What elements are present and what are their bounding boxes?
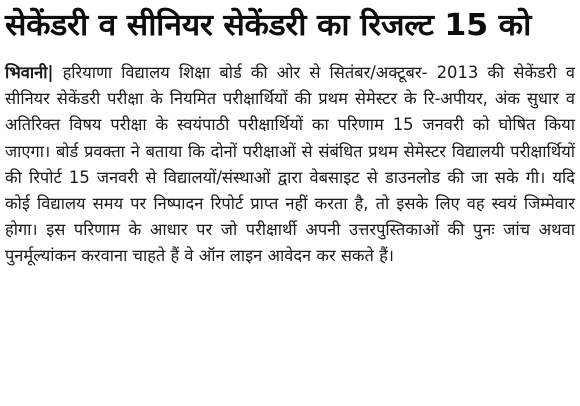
dateline: भिवानी|	[5, 63, 54, 82]
article-body	[5, 60, 575, 270]
headline: सेकेंडरी व सीनियर सेकेंडरी का रिजल्ट 15 को	[5, 8, 531, 43]
article-body-text: हरियाणा विद्यालय शिक्षा बोर्ड की ओर से सितंबर/अक्टूबर- 2013 की सेकेंडरी व सीनियर सेकेंडरी परीक्षा के नियमित परीक्षार्थियों की प्रथम सेमेस्टर के रि-अपीयर, अंक सुधार व अतिरिक्त विषय परीक्षा के स्वयंपाठी परीक्षार्थियों का परिणाम 15 जनवरी को घोषित किया जाएगा। बोर्ड प्रवक्ता ने बताया कि दोनों परीक्षाओं से संबंधित प्रथम सेमेस्टर विद्यालयी परीक्षार्थियों की रिपोर्ट 15 जनवरी से विद्यालयों/संस्थाओं द्वारा वेबसाइट से डाउनलोड की जा सके गी। यदि कोई विद्यालय समय पर निष्पादन रिपोर्ट प्राप्त नहीं करता है, तो इसके लिए वह स्वयं जिम्मेवार होगा। इस परिणाम के आधार पर जो परीक्षार्थी अपनी उत्तरपुस्तिकाओं की पुनः जांच अथवा पुनर्मूल्यांकन करवाना चाहते हैं वे ऑन लाइन आवेदन कर सकते हैं।	[5, 63, 575, 266]
